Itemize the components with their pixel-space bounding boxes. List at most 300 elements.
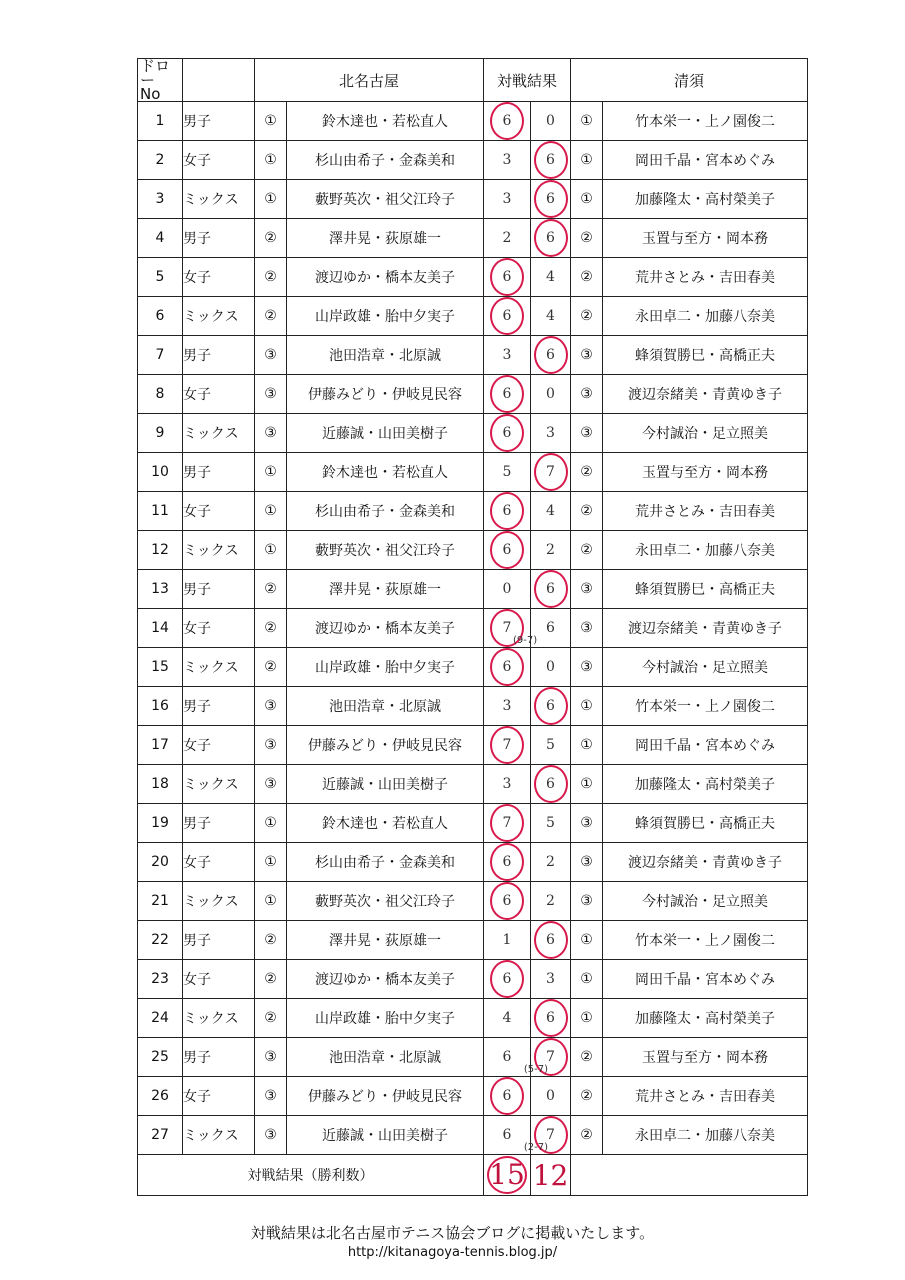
right-order: ① (571, 141, 603, 180)
footer-note: 対戦結果は北名古屋市テニス協会ブログに掲載いたします。 (250, 1224, 655, 1242)
right-pair: 蜂須賀勝巳・高橋正夫 (603, 570, 808, 609)
right-score: 6 (534, 687, 568, 725)
total-left-value: 15 (487, 1156, 527, 1194)
right-score-cell (531, 648, 571, 687)
match-row (138, 492, 808, 531)
left-pair: 池田浩章・北原誠 (287, 1038, 484, 1077)
right-score-cell (531, 375, 571, 414)
match-row (138, 882, 808, 921)
left-score: 3 (502, 698, 512, 714)
right-score-cell (531, 219, 571, 258)
left-pair: 渡辺ゆか・橋本友美子 (287, 258, 484, 297)
left-score: 6 (490, 492, 524, 530)
category: 女子 (183, 141, 255, 180)
right-order: ③ (571, 843, 603, 882)
right-score: 2 (546, 542, 555, 558)
footer-url: http://kitanagoya-tennis.blog.jp/ (347, 1245, 558, 1260)
left-score-cell (484, 1116, 549, 1155)
left-order: ① (255, 102, 287, 141)
left-order: ③ (255, 336, 287, 375)
right-score-cell (531, 882, 571, 921)
left-score: 6 (490, 297, 524, 335)
match-row (138, 1116, 808, 1155)
left-score: 2 (502, 230, 512, 246)
right-score: 5 (546, 815, 555, 831)
left-score-cell (484, 180, 531, 219)
total-right-blank (571, 1155, 808, 1196)
left-score: 6 (490, 102, 524, 140)
right-pair: 永田卓二・加藤八奈美 (603, 1116, 808, 1155)
right-score: 6 (534, 921, 568, 959)
right-score-cell (513, 609, 571, 648)
left-order: ① (255, 141, 287, 180)
left-score-cell (484, 102, 531, 141)
category: 男子 (183, 804, 255, 843)
right-pair: 永田卓二・加藤八奈美 (603, 297, 808, 336)
right-score-cell (531, 843, 571, 882)
left-pair: 伊藤みどり・伊岐見民容 (287, 375, 484, 414)
right-score: 4 (546, 308, 555, 324)
category: 女子 (183, 843, 255, 882)
left-pair: 近藤誠・山田美樹子 (287, 765, 484, 804)
category: 女子 (183, 1077, 255, 1116)
right-pair: 岡田千晶・宮本めぐみ (603, 960, 808, 999)
draw-number: 7 (138, 336, 183, 375)
right-pair: 永田卓二・加藤八奈美 (603, 531, 808, 570)
tiebreak-note: (2-7) (523, 1142, 549, 1153)
category: 女子 (183, 375, 255, 414)
right-score: 4 (546, 503, 555, 519)
right-score: 0 (546, 1088, 555, 1104)
draw-number: 23 (138, 960, 183, 999)
match-row (138, 726, 808, 765)
right-pair: 加藤隆太・高村榮美子 (603, 999, 808, 1038)
match-rows (138, 102, 808, 1155)
draw-number: 14 (138, 609, 183, 648)
right-pair: 荒井さとみ・吉田春美 (603, 1077, 808, 1116)
left-score: 7 (490, 609, 524, 647)
right-pair: 今村誠治・足立照美 (603, 648, 808, 687)
right-score: 3 (546, 971, 555, 987)
left-pair: 鈴木達也・若松直人 (287, 453, 484, 492)
left-pair: 池田浩章・北原誠 (287, 687, 484, 726)
left-pair: 伊藤みどり・伊岐見民容 (287, 1077, 484, 1116)
left-order: ③ (255, 726, 287, 765)
left-score: 3 (502, 152, 512, 168)
right-score: 6 (534, 141, 568, 179)
right-score-cell (531, 570, 571, 609)
left-order: ② (255, 999, 287, 1038)
right-score-cell (531, 102, 571, 141)
left-order: ① (255, 804, 287, 843)
left-score: 6 (490, 414, 524, 452)
left-score: 6 (490, 843, 524, 881)
left-pair: 山岸政雄・胎中夕実子 (287, 297, 484, 336)
left-score: 1 (502, 932, 512, 948)
left-order: ③ (255, 414, 287, 453)
match-row (138, 921, 808, 960)
category: 女子 (183, 258, 255, 297)
draw-number: 18 (138, 765, 183, 804)
right-order: ① (571, 765, 603, 804)
left-pair: 近藤誠・山田美樹子 (287, 1116, 484, 1155)
right-order: ③ (571, 609, 603, 648)
right-pair: 今村誠治・足立照美 (603, 882, 808, 921)
left-pair: 渡辺ゆか・橋本友美子 (287, 609, 484, 648)
right-order: ① (571, 102, 603, 141)
right-score: 6 (534, 219, 568, 257)
right-score-cell (531, 804, 571, 843)
left-pair: 澤井晃・荻原雄一 (287, 219, 484, 258)
category: 男子 (183, 219, 255, 258)
category: ミックス (183, 765, 255, 804)
draw-number: 27 (138, 1116, 183, 1155)
right-pair: 蜂須賀勝巳・高橋正夫 (603, 336, 808, 375)
draw-number: 10 (138, 453, 183, 492)
right-order: ③ (571, 414, 603, 453)
right-score: 6 (546, 620, 555, 636)
category: ミックス (183, 297, 255, 336)
right-score: 3 (546, 425, 555, 441)
match-row (138, 1038, 808, 1077)
right-pair: 岡田千晶・宮本めぐみ (603, 141, 808, 180)
right-score: 6 (534, 999, 568, 1037)
left-score-cell (484, 219, 531, 258)
draw-number: 4 (138, 219, 183, 258)
right-score-cell (531, 492, 571, 531)
left-score-cell (484, 882, 531, 921)
match-row (138, 843, 808, 882)
left-pair: 鈴木達也・若松直人 (287, 102, 484, 141)
left-score-cell (484, 570, 531, 609)
match-row (138, 1077, 808, 1116)
match-row (138, 570, 808, 609)
right-score-cell (531, 453, 571, 492)
left-pair: 山岸政雄・胎中夕実子 (287, 648, 484, 687)
draw-number: 2 (138, 141, 183, 180)
right-score-cell (531, 921, 571, 960)
category: ミックス (183, 882, 255, 921)
draw-no-header: ドロー No (138, 59, 183, 102)
match-row (138, 765, 808, 804)
left-score-cell (484, 414, 531, 453)
left-pair: 渡辺ゆか・橋本友美子 (287, 960, 484, 999)
left-score-cell (484, 531, 531, 570)
match-row (138, 648, 808, 687)
left-order: ③ (255, 765, 287, 804)
left-score: 3 (502, 776, 512, 792)
result-header: 対戦結果 (484, 59, 571, 102)
left-pair: 山岸政雄・胎中夕実子 (287, 999, 484, 1038)
category: ミックス (183, 531, 255, 570)
right-score-cell (531, 960, 571, 999)
category-header-blank (183, 59, 255, 102)
total-label: 対戦結果（勝利数） (138, 1155, 484, 1196)
right-score: 7 (534, 453, 568, 491)
category: ミックス (183, 999, 255, 1038)
right-pair: 渡辺奈緒美・青黄ゆき子 (603, 843, 808, 882)
right-score-cell (531, 687, 571, 726)
left-score-cell (484, 453, 531, 492)
left-pair: 杉山由希子・金森美和 (287, 843, 484, 882)
tiebreak-note: (5-7) (523, 1064, 549, 1075)
category: 男子 (183, 453, 255, 492)
left-score: 6 (502, 1049, 512, 1065)
category: 女子 (183, 609, 255, 648)
left-score-cell (484, 726, 531, 765)
draw-number: 21 (138, 882, 183, 921)
draw-number: 17 (138, 726, 183, 765)
draw-number: 24 (138, 999, 183, 1038)
match-row (138, 102, 808, 141)
right-pair: 竹本栄一・上ノ園俊二 (603, 687, 808, 726)
category: 女子 (183, 492, 255, 531)
left-pair: 杉山由希子・金森美和 (287, 141, 484, 180)
draw-number: 12 (138, 531, 183, 570)
left-pair: 澤井晃・荻原雄一 (287, 921, 484, 960)
right-pair: 今村誠治・足立照美 (603, 414, 808, 453)
total-right-value: 12 (532, 1158, 569, 1192)
match-row (138, 687, 808, 726)
right-score: 2 (546, 893, 555, 909)
right-order: ② (571, 1077, 603, 1116)
right-order: ② (571, 258, 603, 297)
right-score-cell (531, 726, 571, 765)
left-order: ② (255, 921, 287, 960)
left-score-cell (484, 492, 531, 531)
left-score-cell (484, 258, 531, 297)
right-pair: 荒井さとみ・吉田春美 (603, 492, 808, 531)
match-row (138, 804, 808, 843)
right-pair: 玉置与至方・岡本務 (603, 219, 808, 258)
match-row (138, 336, 808, 375)
left-order: ① (255, 843, 287, 882)
header-row (138, 59, 808, 102)
left-order: ② (255, 570, 287, 609)
category: ミックス (183, 1116, 255, 1155)
right-pair: 加藤隆太・高村榮美子 (603, 765, 808, 804)
draw-number: 11 (138, 492, 183, 531)
left-score: 3 (502, 347, 512, 363)
right-order: ① (571, 960, 603, 999)
match-row (138, 141, 808, 180)
right-score: 6 (534, 336, 568, 374)
category: 男子 (183, 687, 255, 726)
left-pair: 藪野英次・祖父江玲子 (287, 882, 484, 921)
right-score: 0 (546, 659, 555, 675)
left-score: 7 (490, 726, 524, 764)
left-score-cell (484, 687, 531, 726)
draw-number: 6 (138, 297, 183, 336)
draw-number: 25 (138, 1038, 183, 1077)
left-order: ② (255, 258, 287, 297)
right-score: 6 (534, 570, 568, 608)
right-score-cell (531, 999, 571, 1038)
left-order: ② (255, 297, 287, 336)
right-score: 2 (546, 854, 555, 870)
right-pair: 渡辺奈緒美・青黄ゆき子 (603, 609, 808, 648)
left-score-cell (484, 297, 531, 336)
right-score-cell (531, 414, 571, 453)
right-order: ① (571, 180, 603, 219)
left-score-cell (484, 375, 531, 414)
right-score: 0 (546, 113, 555, 129)
left-score-cell (484, 765, 531, 804)
left-order: ③ (255, 375, 287, 414)
category: 男子 (183, 102, 255, 141)
right-score-cell (531, 336, 571, 375)
draw-number: 15 (138, 648, 183, 687)
left-score-cell (484, 804, 531, 843)
left-score: 6 (490, 960, 524, 998)
left-score: 7 (490, 804, 524, 842)
draw-number: 26 (138, 1077, 183, 1116)
left-score: 5 (502, 464, 512, 480)
right-order: ② (571, 492, 603, 531)
right-order: ② (571, 531, 603, 570)
right-pair: 渡辺奈緒美・青黄ゆき子 (603, 375, 808, 414)
left-order: ② (255, 648, 287, 687)
left-score: 3 (502, 191, 512, 207)
right-order: ① (571, 687, 603, 726)
match-row (138, 999, 808, 1038)
total-left (484, 1155, 531, 1196)
right-order: ② (571, 219, 603, 258)
right-order: ② (571, 453, 603, 492)
left-score-cell (484, 1038, 549, 1077)
right-score: 4 (546, 269, 555, 285)
left-order: ② (255, 219, 287, 258)
match-row (138, 219, 808, 258)
draw-number: 3 (138, 180, 183, 219)
draw-number: 9 (138, 414, 183, 453)
left-score-cell (484, 921, 531, 960)
draw-number: 13 (138, 570, 183, 609)
right-score: 5 (546, 737, 555, 753)
left-score-cell (484, 843, 531, 882)
left-score: 6 (490, 1077, 524, 1115)
left-score: 6 (490, 648, 524, 686)
total-row (138, 1155, 808, 1196)
left-order: ① (255, 492, 287, 531)
right-order: ③ (571, 648, 603, 687)
right-score: 0 (546, 386, 555, 402)
right-score: 6 (534, 180, 568, 218)
category: 男子 (183, 336, 255, 375)
right-pair: 岡田千晶・宮本めぐみ (603, 726, 808, 765)
match-row (138, 180, 808, 219)
draw-number: 22 (138, 921, 183, 960)
left-pair: 藪野英次・祖父江玲子 (287, 180, 484, 219)
right-order: ① (571, 999, 603, 1038)
right-order: ③ (571, 375, 603, 414)
right-pair: 竹本栄一・上ノ園俊二 (603, 921, 808, 960)
left-score: 6 (490, 375, 524, 413)
right-score-cell (531, 141, 571, 180)
left-score-cell (484, 648, 531, 687)
left-order: ① (255, 882, 287, 921)
left-score: 6 (490, 882, 524, 920)
left-pair: 鈴木達也・若松直人 (287, 804, 484, 843)
results-table (137, 58, 808, 1196)
match-row (138, 531, 808, 570)
match-row (138, 453, 808, 492)
left-order: ① (255, 180, 287, 219)
left-order: ③ (255, 1077, 287, 1116)
left-score: 0 (502, 581, 512, 597)
match-row (138, 960, 808, 999)
category: 女子 (183, 960, 255, 999)
draw-number: 5 (138, 258, 183, 297)
left-score: 6 (490, 531, 524, 569)
right-order: ② (571, 1116, 603, 1155)
right-score-cell (531, 180, 571, 219)
right-order: ③ (571, 336, 603, 375)
team-left-header: 北名古屋 (255, 59, 484, 102)
category: 男子 (183, 1038, 255, 1077)
right-order: ③ (571, 882, 603, 921)
right-pair: 蜂須賀勝巳・高橋正夫 (603, 804, 808, 843)
right-score-cell (531, 531, 571, 570)
draw-number: 20 (138, 843, 183, 882)
draw-number: 16 (138, 687, 183, 726)
tiebreak-note: (9-7) (513, 635, 538, 646)
category: ミックス (183, 414, 255, 453)
left-order: ③ (255, 1116, 287, 1155)
left-pair: 近藤誠・山田美樹子 (287, 414, 484, 453)
match-row (138, 258, 808, 297)
right-score-cell (531, 1077, 571, 1116)
right-order: ① (571, 726, 603, 765)
left-score: 6 (490, 258, 524, 296)
left-score: 6 (502, 1127, 512, 1143)
right-score: 6 (534, 765, 568, 803)
category: ミックス (183, 180, 255, 219)
right-pair: 竹本栄一・上ノ園俊二 (603, 102, 808, 141)
left-order: ① (255, 453, 287, 492)
category: 男子 (183, 921, 255, 960)
left-order: ② (255, 960, 287, 999)
left-order: ③ (255, 1038, 287, 1077)
right-order: ② (571, 1038, 603, 1077)
right-pair: 加藤隆太・高村榮美子 (603, 180, 808, 219)
right-score: 7 (534, 1116, 568, 1154)
left-score-cell (484, 1077, 531, 1116)
right-order: ③ (571, 570, 603, 609)
category: 女子 (183, 726, 255, 765)
right-pair: 玉置与至方・岡本務 (603, 453, 808, 492)
right-score-cell (531, 258, 571, 297)
right-pair: 荒井さとみ・吉田春美 (603, 258, 808, 297)
right-order: ③ (571, 804, 603, 843)
draw-number: 19 (138, 804, 183, 843)
match-row (138, 297, 808, 336)
right-score-cell (531, 765, 571, 804)
left-score-cell (484, 141, 531, 180)
left-pair: 杉山由希子・金森美和 (287, 492, 484, 531)
left-score-cell (484, 336, 531, 375)
left-order: ③ (255, 687, 287, 726)
right-score-cell (531, 297, 571, 336)
team-right-header: 清須 (571, 59, 808, 102)
left-pair: 藪野英次・祖父江玲子 (287, 531, 484, 570)
right-score: 7 (534, 1038, 568, 1076)
right-order: ② (571, 297, 603, 336)
left-score-cell (484, 960, 531, 999)
left-pair: 伊藤みどり・伊岐見民容 (287, 726, 484, 765)
left-order: ① (255, 531, 287, 570)
match-row (138, 414, 808, 453)
